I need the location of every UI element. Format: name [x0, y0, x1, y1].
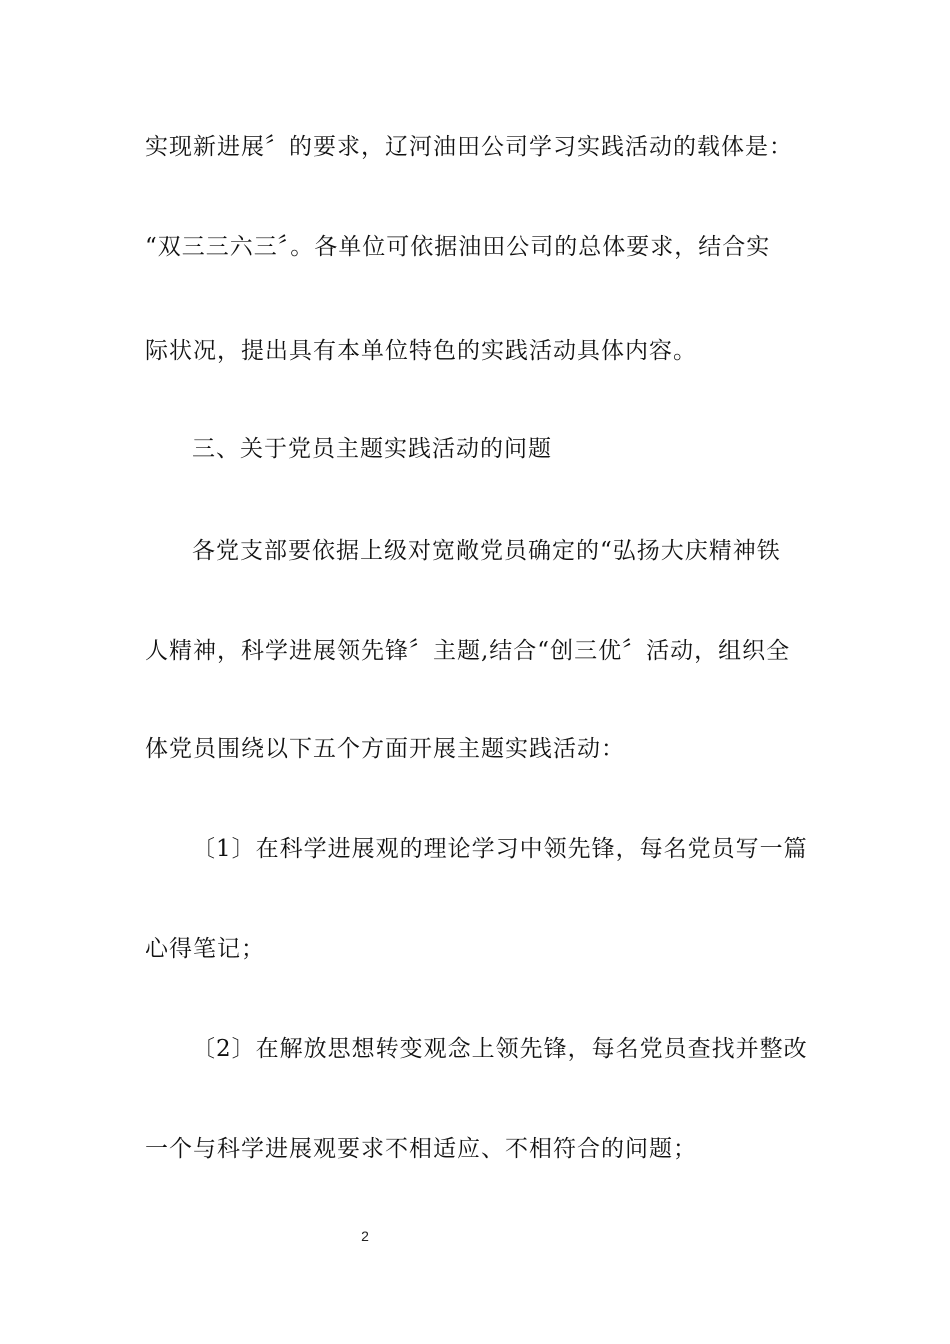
section-heading: 三、关于党员主题实践活动的问题: [192, 436, 552, 462]
list-item-2-line-2: 一个与科学进展观要求不相适应、不相符合的问题；: [145, 1136, 697, 1162]
paragraph-line-6: 体党员围绕以下五个方面开展主题实践活动：: [145, 736, 625, 762]
page-number: 2: [361, 1228, 369, 1244]
paragraph-line-3: 际状况，提出具有本单位特色的实践活动具体内容。: [145, 338, 697, 364]
paragraph-line-1: 实现新进展〞的要求，辽河油田公司学习实践活动的载体是：: [145, 134, 793, 160]
list-item-1-line-2: 心得笔记；: [145, 936, 265, 962]
paragraph-line-2: “双三三六三〞。各单位可依据油田公司的总体要求，结合实: [145, 234, 771, 260]
list-item-2-line-1: 〔2〕在解放思想转变观念上领先锋，每名党员查找并整改: [192, 1036, 808, 1062]
list-item-1-line-1: 〔1〕在科学进展观的理论学习中领先锋，每名党员写一篇: [192, 836, 808, 862]
paragraph-line-5: 人精神，科学进展领先锋〞主题,结合“创三优〞活动，组织全: [145, 638, 791, 664]
paragraph-line-4: 各党支部要依据上级对宽敞党员确定的“弘扬大庆精神铁: [192, 538, 781, 564]
